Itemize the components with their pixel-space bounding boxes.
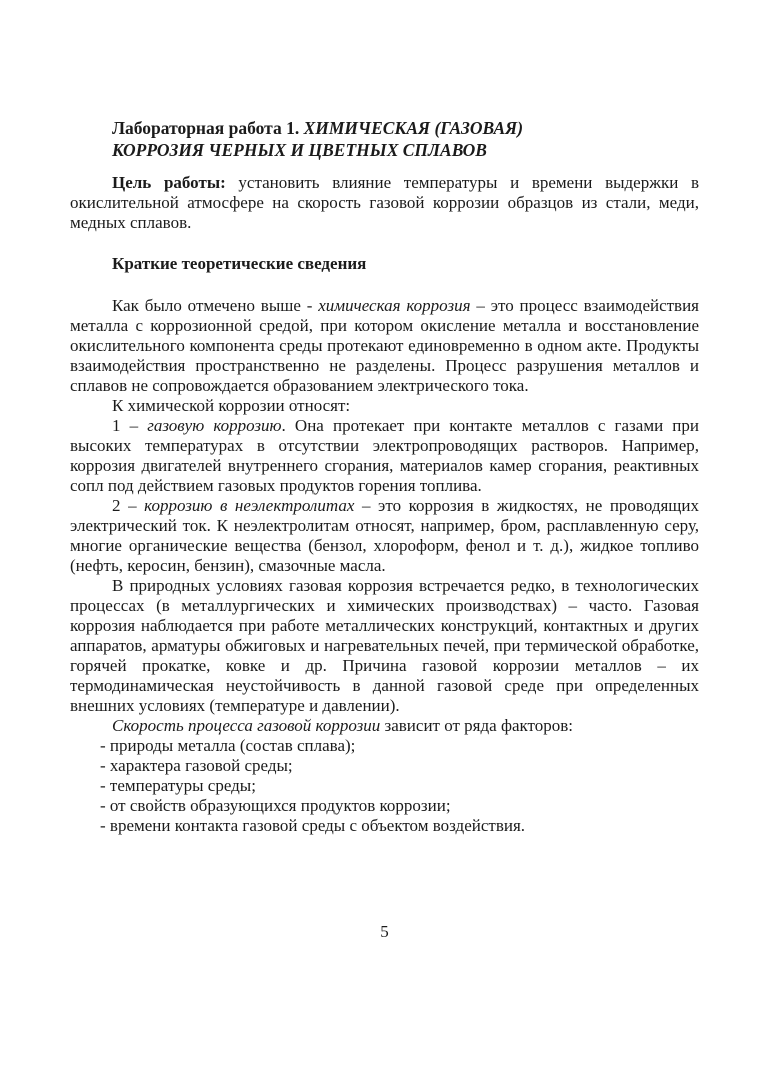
intro-before: Как было отмечено выше -	[112, 296, 319, 315]
classification-lead: К химической коррозии относят:	[112, 396, 351, 415]
intro-after: – это процесс взаимодействия металла с коррозионной средой, при котором окисление металла и восстановление окислительного компонента среды протекают единовременно в одном акте. Продукты взаимодействия пространственно не разделены. Процесс разрушения металлов и сплавов не сопровождается образованием электрического тока.	[70, 296, 700, 395]
lab-title	[112, 117, 699, 161]
goal-label: Цель работы:	[112, 173, 226, 192]
lab-title-subject: ХИМИЧЕСКАЯ (ГАЗОВАЯ)	[303, 118, 524, 138]
page-content	[70, 117, 699, 836]
factors-list	[70, 736, 699, 836]
type2-paragraph	[70, 496, 699, 576]
factor-item-metal-nature: - природы металла (состав сплава);	[100, 736, 356, 755]
goal-text: установить влияние температуры и времени выдержки в окислительной атмосфере на скорость газовой коррозии образцов из стали, меди, медных сплавов.	[70, 173, 699, 232]
type2-term-nonelectrolyte-corrosion: коррозию в неэлектролитах	[144, 496, 355, 515]
rate-after: зависит от ряда факторов:	[380, 716, 573, 735]
lab-title-line2: КОРРОЗИЯ ЧЕРНЫХ И ЦВЕТНЫХ СПЛАВОВ	[112, 140, 487, 160]
goal-paragraph	[70, 173, 699, 233]
factor-item-temperature: - температуры среды;	[100, 776, 256, 795]
page-number: 5	[380, 922, 389, 941]
rate-term: Скорость процесса газовой коррозии	[112, 716, 381, 735]
lab-title-lead: Лабораторная работа 1.	[112, 118, 304, 138]
section-heading: Краткие теоретические сведения	[112, 254, 367, 273]
type2-after: – это коррозия в жидкостях, не проводящих электрический ток. К неэлектролитам относят, например, бром, расплавленную серу, многие органические вещества (бензол, хлороформ, фенол и т. д.), жидкое топливо (нефть, керосин, бензин), смазочные масла.	[70, 496, 699, 575]
type1-number: 1 –	[112, 416, 148, 435]
factor-item-gas-medium: - характера газовой среды;	[100, 756, 293, 775]
intro-paragraph	[70, 296, 699, 396]
type1-term-gas-corrosion: газовую коррозию	[147, 416, 282, 435]
type2-number: 2 –	[112, 496, 145, 515]
occurrence-paragraph: В природных условиях газовая коррозия встречается редко, в технологических процессах (в металлургических и химических производствах) – часто. Газовая коррозия наблюдается при работе металлических конструкций, контактных и других аппаратов, арматуры обжиговых и нагревательных печей, при термической обработке, горячей прокатке, ковке и др. Причина газовой коррозии металлов – их термодинамическая неустойчивость в данной газовой среде при определенных внешних условиях (температуре и давлении).	[70, 576, 699, 715]
intro-term-chemical-corrosion: химическая коррозия	[318, 296, 471, 315]
type1-paragraph	[70, 416, 699, 496]
rate-factors-lead	[70, 716, 699, 736]
type1-after: . Она протекает при контакте металлов с газами при высоких температурах в отсутствии электропроводящих растворов. Например, коррозия двигателей внутреннего сгорания, материалов камер сгорания, реактивных сопл под действием газовых продуктов горения топлива.	[70, 416, 699, 495]
factor-item-contact-time: - времени контакта газовой среды с объектом воздействия.	[100, 816, 526, 835]
factor-item-corrosion-products: - от свойств образующихся продуктов коррозии;	[100, 796, 451, 815]
